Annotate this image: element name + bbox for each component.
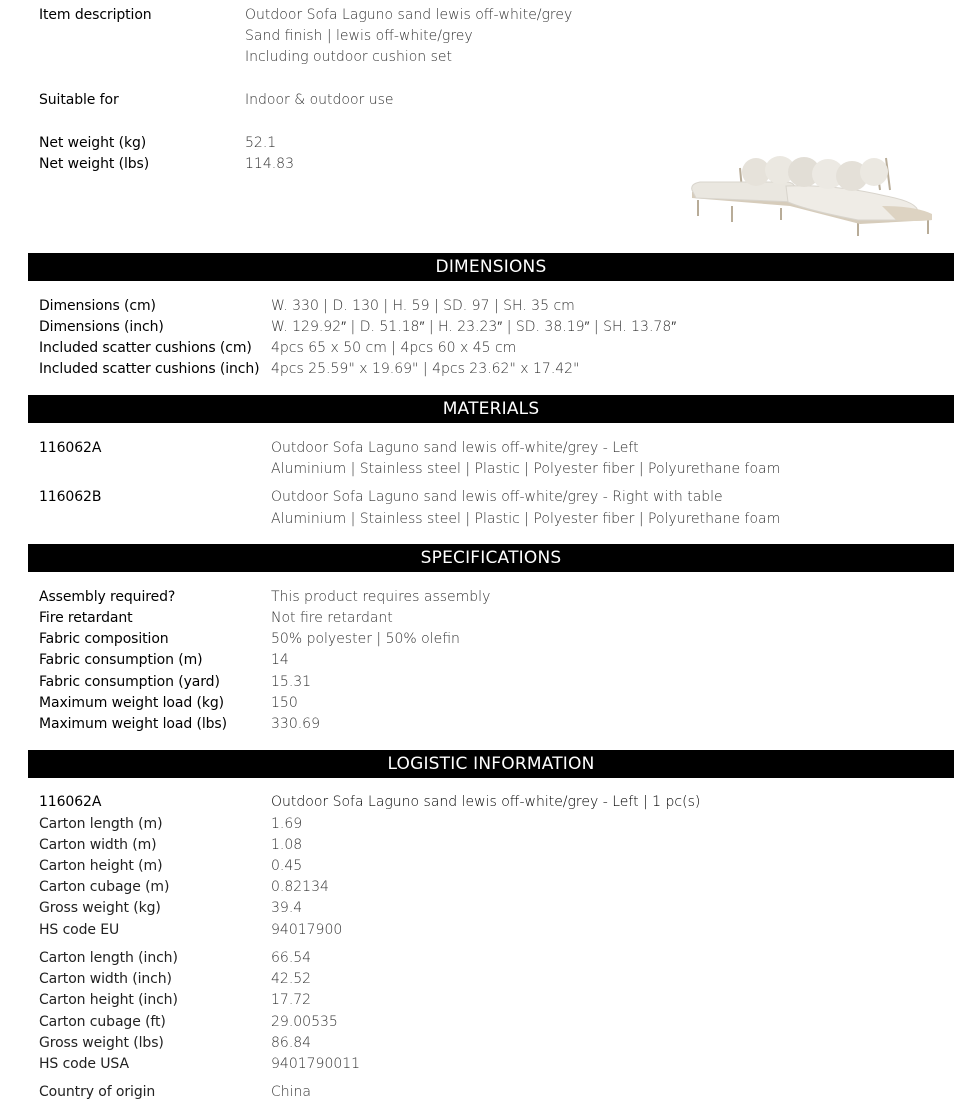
material-code: 116062A	[39, 440, 102, 456]
material-composition: Aluminium | Stainless steel | Plastic | Polyester fiber | Polyurethane foam	[271, 511, 781, 527]
suitable-for-label: Suitable for	[39, 92, 119, 108]
dimensions-value: 4pcs 65 x 50 cm | 4pcs 60 x 45 cm	[271, 340, 517, 356]
logistics-label: Carton height (inch)	[39, 992, 178, 1008]
dimensions-header: DIMENSIONS	[28, 253, 954, 281]
logistics-label: Carton length (m)	[39, 816, 163, 832]
spec-value: 50% polyester | 50% olefin	[271, 631, 460, 647]
net-weight-lbs-value: 114.83	[245, 156, 294, 172]
logistics-label: Carton height (m)	[39, 858, 163, 874]
logistics-value: 94017900	[271, 922, 343, 938]
logistics-value: 0.45	[271, 858, 303, 874]
dimensions-value: 4pcs 25.59" x 19.69" | 4pcs 23.62" x 17.42"	[271, 361, 580, 377]
spec-label: Maximum weight load (kg)	[39, 695, 224, 711]
logistics-label: Carton cubage (m)	[39, 879, 170, 895]
logistics-label: Gross weight (lbs)	[39, 1035, 164, 1051]
spec-label: Fire retardant	[39, 610, 133, 626]
logistics-header: LOGISTIC INFORMATION	[28, 750, 954, 778]
net-weight-lbs-label: Net weight (lbs)	[39, 156, 150, 172]
sofa-illustration-icon	[686, 150, 936, 240]
logistics-item-title: Outdoor Sofa Laguno sand lewis off-white/grey - Left | 1 pc(s)	[271, 794, 701, 810]
spec-value: 14	[271, 652, 289, 668]
spec-value: 15.31	[271, 674, 312, 690]
logistics-value: 17.72	[271, 992, 312, 1008]
spec-label: Fabric consumption (yard)	[39, 674, 220, 690]
logistics-label: Gross weight (kg)	[39, 900, 161, 916]
dimensions-value: W. 330 | D. 130 | H. 59 | SD. 97 | SH. 35 cm	[271, 298, 575, 314]
dimensions-label: Dimensions (cm)	[39, 298, 156, 314]
spec-value: 330.69	[271, 716, 320, 732]
logistics-value: 0.82134	[271, 879, 329, 895]
logistics-value: 39.4	[271, 900, 303, 916]
dimensions-label: Dimensions (inch)	[39, 319, 164, 335]
spec-value: 150	[271, 695, 298, 711]
spec-label: Assembly required?	[39, 589, 176, 605]
specifications-header: SPECIFICATIONS	[28, 544, 954, 572]
logistics-value: 29.00535	[271, 1014, 338, 1030]
spec-label: Fabric composition	[39, 631, 169, 647]
logistics-value: 9401790011	[271, 1056, 361, 1072]
dimensions-label: Included scatter cushions (cm)	[39, 340, 252, 356]
suitable-for-value: Indoor & outdoor use	[245, 92, 394, 108]
spec-value: Not fire retardant	[271, 610, 393, 626]
dimensions-value: W. 129.92″ | D. 51.18″ | H. 23.23″ | SD. 38.19″ | SH. 13.78″	[271, 319, 677, 335]
logistics-label: HS code USA	[39, 1056, 129, 1072]
country-of-origin-label: Country of origin	[39, 1084, 156, 1100]
logistics-value: 1.69	[271, 816, 303, 832]
logistics-item-code: 116062A	[39, 794, 102, 810]
product-image	[686, 150, 936, 240]
net-weight-kg-label: Net weight (kg)	[39, 135, 147, 151]
material-product-name: Outdoor Sofa Laguno sand lewis off-white/grey - Right with table	[271, 489, 723, 505]
logistics-value: 42.52	[271, 971, 312, 987]
material-composition: Aluminium | Stainless steel | Plastic | Polyester fiber | Polyurethane foam	[271, 461, 781, 477]
item-description-value: Outdoor Sofa Laguno sand lewis off-white/grey	[245, 7, 573, 23]
spec-label: Maximum weight load (lbs)	[39, 716, 227, 732]
spec-label: Fabric consumption (m)	[39, 652, 203, 668]
material-code: 116062B	[39, 489, 102, 505]
dimensions-label: Included scatter cushions (inch)	[39, 361, 260, 377]
item-description-label: Item description	[39, 7, 152, 23]
item-included-value: Including outdoor cushion set	[245, 49, 453, 65]
country-of-origin-value: China	[271, 1084, 311, 1100]
net-weight-kg-value: 52.1	[245, 135, 277, 151]
logistics-label: Carton cubage (ft)	[39, 1014, 166, 1030]
logistics-label: Carton width (inch)	[39, 971, 172, 987]
logistics-label: HS code EU	[39, 922, 120, 938]
logistics-label: Carton width (m)	[39, 837, 157, 853]
logistics-label: Carton length (inch)	[39, 950, 178, 966]
material-product-name: Outdoor Sofa Laguno sand lewis off-white/grey - Left	[271, 440, 639, 456]
logistics-value: 86.84	[271, 1035, 312, 1051]
item-finish-value: Sand finish | lewis off-white/grey	[245, 28, 473, 44]
spec-value: This product requires assembly	[271, 589, 491, 605]
logistics-value: 1.08	[271, 837, 303, 853]
materials-header: MATERIALS	[28, 395, 954, 423]
logistics-value: 66.54	[271, 950, 312, 966]
